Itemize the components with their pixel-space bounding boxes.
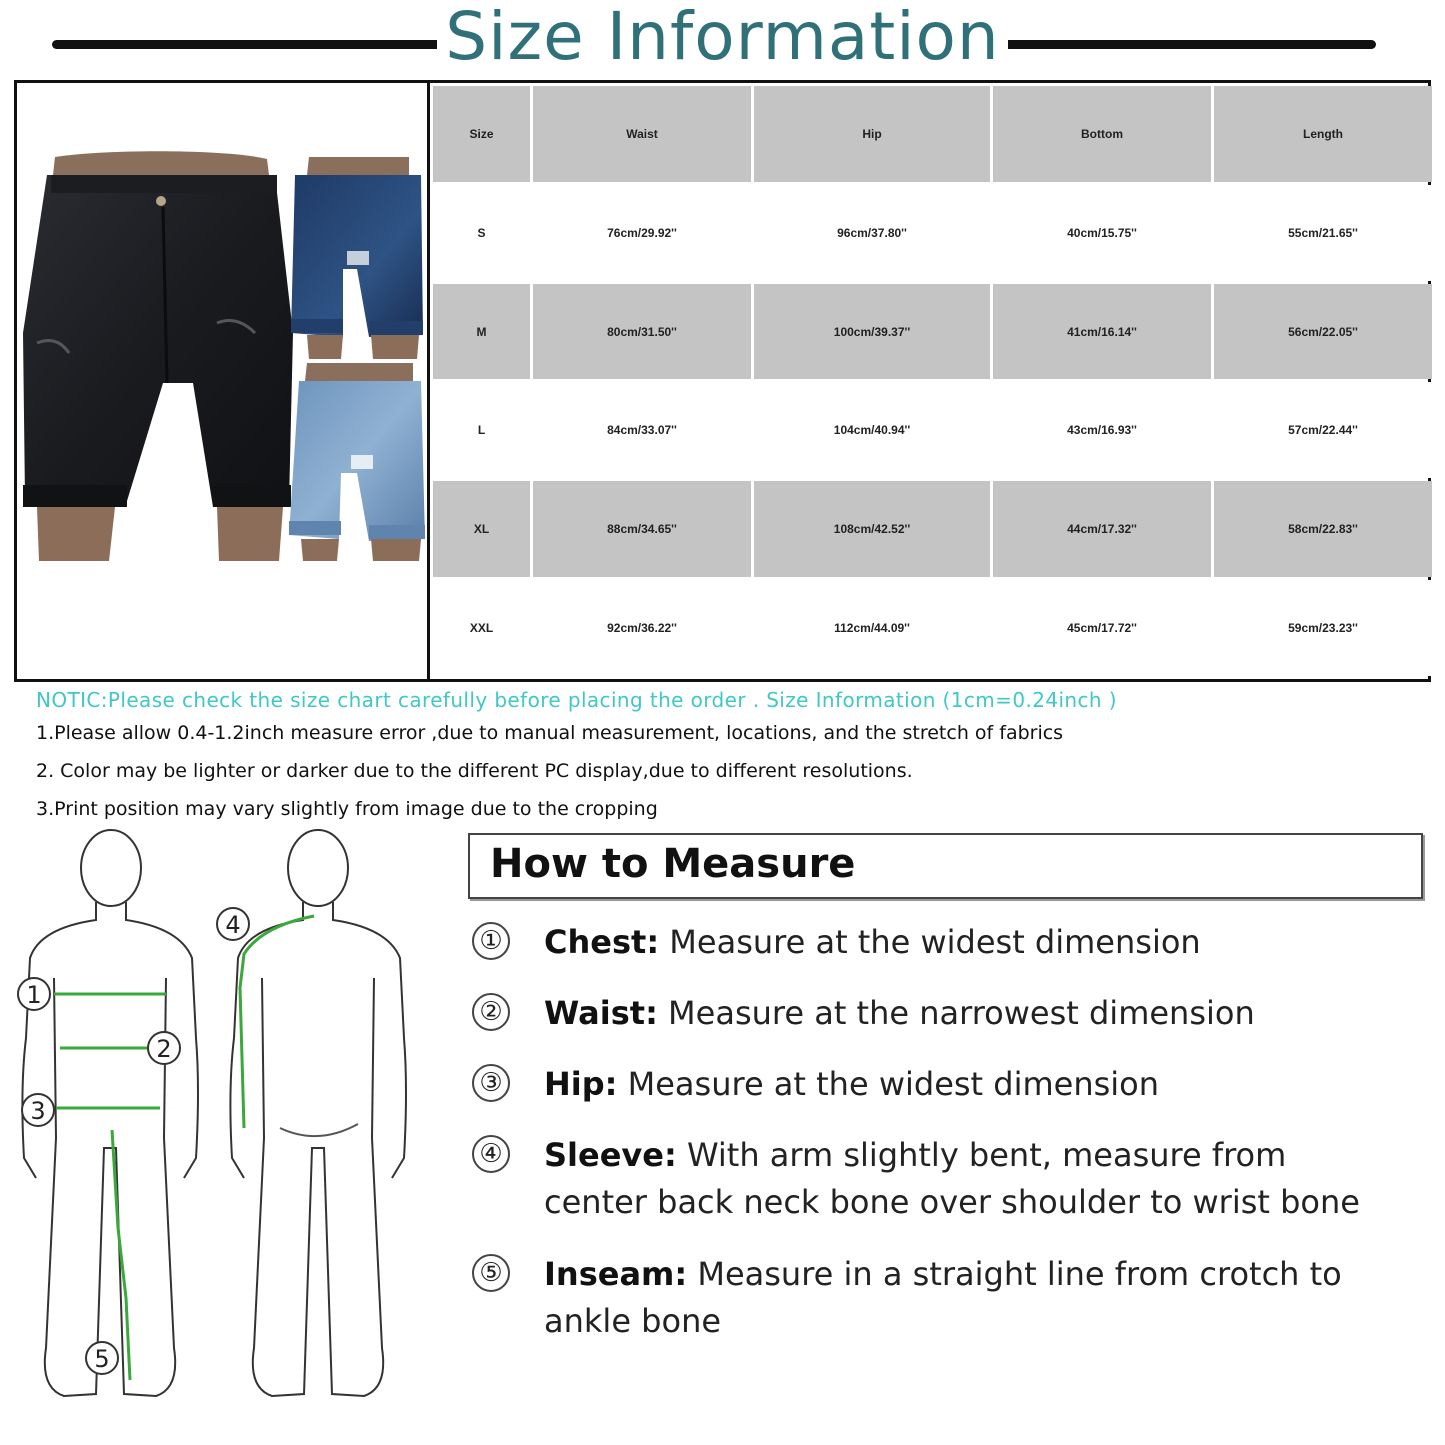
table-row [433, 382, 1432, 478]
table-header-cell: Hip [754, 86, 990, 182]
step-5-label: Inseam: [544, 1255, 688, 1293]
measure-figure [0, 828, 440, 1418]
shorts-photo [17, 83, 427, 679]
black-shorts [23, 151, 293, 561]
table-header-cell: Waist [533, 86, 751, 182]
note-1: 1.Please allow 0.4-1.2inch measure error ,due to manual measurement, locations, and the stretch of fabrics [36, 722, 1064, 744]
table-header-cell: Size [433, 86, 530, 182]
marker-5: 5 [94, 1345, 110, 1373]
back-body-outline [230, 830, 406, 1396]
step-1-desc: Measure at the widest dimension [659, 923, 1201, 961]
marker-1: 1 [26, 981, 42, 1009]
step-1-label: Chest: [544, 923, 660, 961]
page-title-text: Size Information [437, 0, 1008, 75]
table-cell: 45cm/17.72'' [993, 580, 1211, 676]
step-4-number: ④ [472, 1135, 510, 1173]
step-1-text [544, 919, 1424, 966]
step-4-extra: center back neck bone over shoulder to wrist bone [544, 1183, 1360, 1221]
sleeve-line [240, 916, 314, 1128]
table-cell: 112cm/44.09'' [754, 580, 990, 676]
figure-markers [18, 908, 249, 1374]
table-cell: XXL [433, 580, 530, 676]
table-cell: 44cm/17.32'' [993, 481, 1211, 577]
table-cell: 96cm/37.80'' [754, 185, 990, 281]
table-cell: 84cm/33.07'' [533, 382, 751, 478]
page-title [0, 0, 1445, 75]
step-2-number: ② [472, 993, 510, 1031]
step-2-label: Waist: [544, 994, 658, 1032]
step-5-desc: Measure in a straight line from crotch to [687, 1255, 1342, 1293]
table-cell: 100cm/39.37'' [754, 284, 990, 380]
step-5-text [544, 1251, 1424, 1345]
how-to-measure-title: How to Measure [490, 841, 856, 887]
step-3-desc: Measure at the widest dimension [617, 1065, 1160, 1103]
table-row [433, 185, 1432, 281]
how-to-measure-box [468, 833, 1423, 899]
step-2-text [544, 990, 1424, 1037]
table-row [433, 580, 1432, 676]
step-3-text [544, 1061, 1424, 1108]
step-4-label: Sleeve: [544, 1136, 677, 1174]
size-chart-frame [14, 80, 1431, 682]
table-cell: 80cm/31.50'' [533, 284, 751, 380]
table-row [433, 284, 1432, 380]
table-header-cell: Bottom [993, 86, 1211, 182]
table-cell: 59cm/23.23'' [1214, 580, 1432, 676]
table-cell: 58cm/22.83'' [1214, 481, 1432, 577]
table-cell: 76cm/29.92'' [533, 185, 751, 281]
table-cell: M [433, 284, 530, 380]
marker-4: 4 [225, 911, 241, 939]
product-photo-panel [17, 83, 430, 679]
note-3: 3.Print position may vary slightly from image due to the cropping [36, 798, 658, 820]
step-4-desc: With arm slightly bent, measure from [676, 1136, 1287, 1174]
table-row [433, 481, 1432, 577]
table-cell: L [433, 382, 530, 478]
step-5-extra: ankle bone [544, 1302, 722, 1340]
step-4-text [544, 1132, 1424, 1226]
inseam-line [112, 1130, 130, 1380]
step-5-number: ⑤ [472, 1254, 510, 1292]
step-3-label: Hip: [544, 1065, 618, 1103]
note-2: 2. Color may be lighter or darker due to the different PC display,due to different resolutions. [36, 760, 913, 782]
table-cell: XL [433, 481, 530, 577]
table-header-row [433, 86, 1432, 182]
table-cell: 41cm/16.14'' [993, 284, 1211, 380]
table-cell: 57cm/22.44'' [1214, 382, 1432, 478]
marker-2: 2 [156, 1035, 172, 1063]
table-cell: 92cm/36.22'' [533, 580, 751, 676]
table-cell: 40cm/15.75'' [993, 185, 1211, 281]
light-shorts [289, 363, 425, 561]
table-cell: 43cm/16.93'' [993, 382, 1211, 478]
size-table [430, 83, 1435, 679]
table-cell: 108cm/42.52'' [754, 481, 990, 577]
table-cell: 88cm/34.65'' [533, 481, 751, 577]
size-table-body [433, 86, 1432, 676]
navy-shorts [291, 157, 423, 359]
step-1-number: ① [472, 922, 510, 960]
notice-text: NOTIC:Please check the size chart carefully before placing the order . Size Information (1cm=0.24inch ) [36, 688, 1117, 712]
step-2-desc: Measure at the narrowest dimension [657, 994, 1255, 1032]
table-cell: 56cm/22.05'' [1214, 284, 1432, 380]
table-cell: S [433, 185, 530, 281]
table-cell: 55cm/21.65'' [1214, 185, 1432, 281]
measure-lines [54, 916, 314, 1380]
step-3-number: ③ [472, 1064, 510, 1102]
marker-3: 3 [30, 1097, 46, 1125]
table-header-cell: Length [1214, 86, 1432, 182]
table-cell: 104cm/40.94'' [754, 382, 990, 478]
